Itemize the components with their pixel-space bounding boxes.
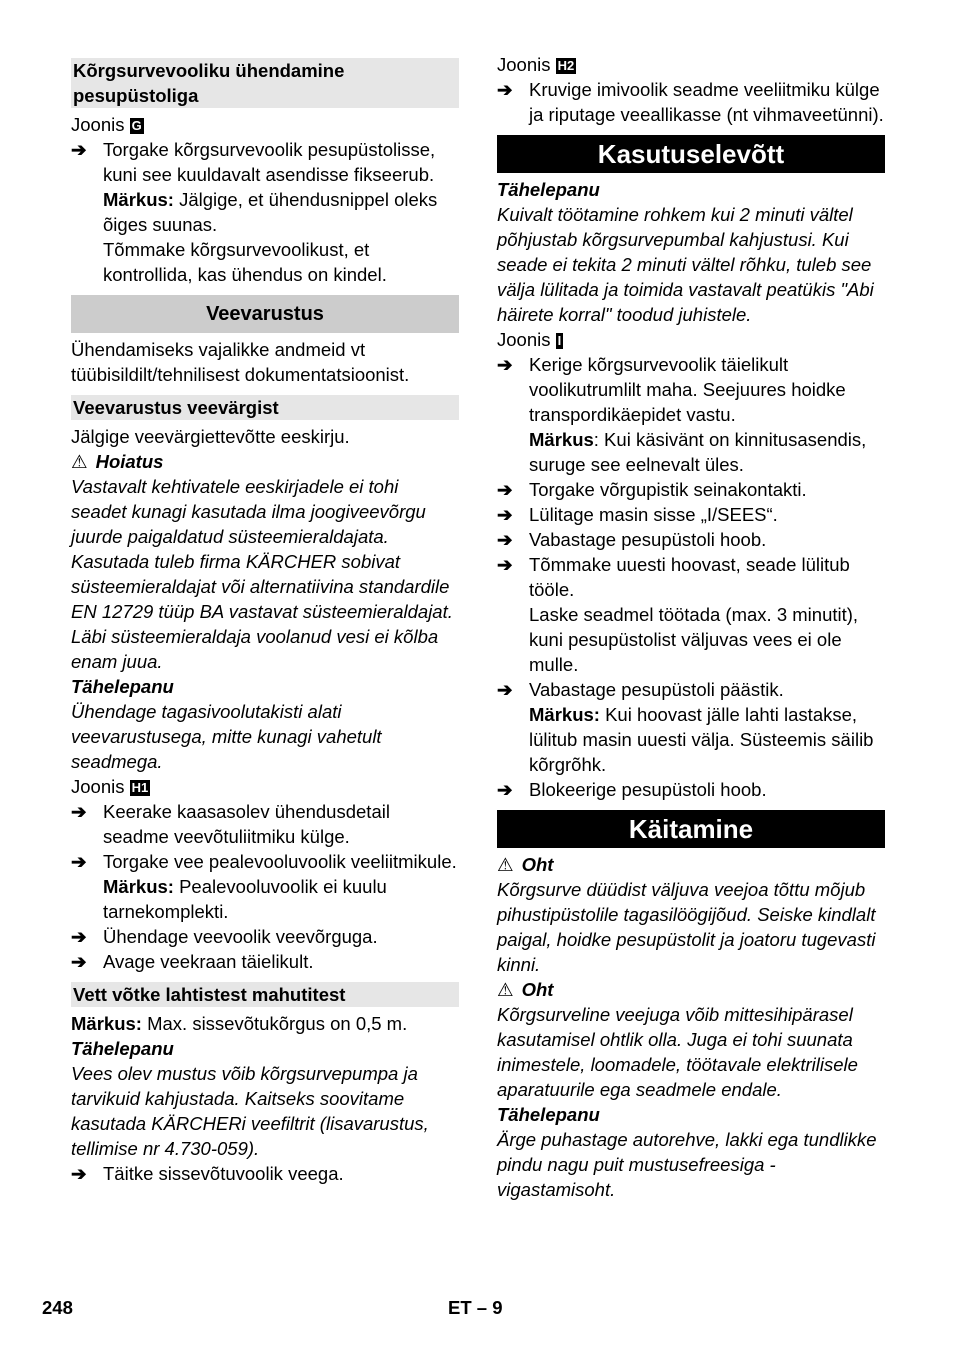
left-column [71, 52, 459, 1186]
caution-text: Ühendage tagasivoolutakisti alati veevarustusega, mitte kunagi vahetult seadmega. [71, 701, 382, 772]
section-title-open-containers: Vett võtke lahtistest mahutitest [71, 982, 459, 1007]
arrow-icon: ➔ [497, 529, 513, 550]
figure-reference: Joonis H2 [497, 54, 575, 75]
caution-text: Vees olev mustus võib kõrgsurvepumpa ja tarvikuid kahjustada. Kaitseks soovitame kasutada KÄRCHERi veefiltrit (lisavarustus, tellimise nr 4.730-059). [71, 1063, 429, 1159]
warning-text: Läbi süsteemieraldaja voolanud vesi ei kõlba enam juua. [71, 626, 439, 672]
instruction-step: ➔ Kruvige imivoolik seadme veeliitmiku külge ja riputage veeallikasse (nt vihmaveetünni). [497, 79, 884, 125]
arrow-icon: ➔ [71, 139, 87, 160]
arrow-icon: ➔ [497, 554, 513, 575]
right-column [497, 52, 885, 1202]
instruction-step: ➔ Tõmmake uuesti hoovast, seade lülitub tööle. [497, 554, 850, 600]
note: Märkus: Jälgige, et ühendusnippel oleks õiges suunas. [103, 189, 438, 235]
arrow-icon: ➔ [497, 354, 513, 375]
paragraph: Ühendamiseks vajalikke andmeid vt tüübisildilt/tehnilisest dokumentatsioonist. [71, 339, 410, 385]
arrow-icon: ➔ [71, 951, 87, 972]
instruction-step: ➔ Vabastage pesupüstoli hoob. [497, 529, 767, 550]
note: Märkus: Pealevooluvoolik ei kuulu tarnekomplekti. [103, 876, 387, 922]
warning-text: Vastavalt kehtivatele eeskirjadele ei tohi seadet kunagi kasutada ilma joogiveevõrgu juurde paigaldatud süsteemieraldajata. Kasutada tuleb firma KÄRCHER sobivat süsteemieraldajat või alternatiivina standardile EN 12729 tüüp BA vastavat süsteemieraldajat. [71, 476, 453, 622]
figure-badge: G [131, 118, 142, 133]
instruction-step: ➔ Vabastage pesupüstoli päästik. [497, 679, 784, 700]
chapter-title-operation: Käitamine [497, 810, 885, 848]
section-title-hose-connection: Kõrgsurvevooliku ühendamine pesupüstoliga [71, 58, 459, 108]
warning-icon: ⚠ [497, 854, 514, 875]
page-number: 248 [42, 1297, 73, 1318]
section-title-water-supply: Veevarustus [71, 295, 459, 333]
figure-badge: I [557, 333, 562, 348]
arrow-icon: ➔ [71, 801, 87, 822]
section-title-mains-supply: Veevarustus veevärgist [71, 395, 459, 420]
instruction-step: ➔ Ühendage veevoolik veevõrguga. [71, 926, 378, 947]
figure-reference: Joonis H1 [71, 776, 149, 797]
arrow-icon: ➔ [497, 504, 513, 525]
instruction-step: ➔ Keerake kaasasolev ühendusdetail seadme veevõtuliitmiku külge. [71, 801, 390, 847]
instruction-step: ➔ Torgake võrgupistik seinakontakti. [497, 479, 807, 500]
chapter-title-commissioning: Kasutuselevõtt [497, 135, 885, 173]
arrow-icon: ➔ [71, 926, 87, 947]
arrow-icon: ➔ [497, 479, 513, 500]
warning-icon: ⚠ [497, 979, 514, 1000]
note: Märkus: Kui käsivänt on kinnitusasendis, suruge see eelnevalt üles. [529, 429, 867, 475]
warning-icon: ⚠ [71, 451, 88, 472]
arrow-icon: ➔ [71, 1163, 87, 1184]
danger-heading: ⚠ Oht [497, 979, 554, 1000]
arrow-icon: ➔ [497, 779, 513, 800]
figure-reference: Joonis G [71, 114, 142, 135]
instruction-text: Tõmmake kõrgsurvevoolikust, et kontrollida, kas ühendus on kindel. [103, 239, 387, 285]
instruction-step: ➔ Blokeerige pesupüstoli hoob. [497, 779, 767, 800]
instruction-step: ➔ Torgake vee pealevooluvoolik veeliitmikule. [71, 851, 457, 872]
instruction-step: ➔ Lülitage masin sisse „I/SEES“. [497, 504, 778, 525]
instruction-step: ➔ Kerige kõrgsurvevoolik täielikult voolikutrumlilt maha. Seejuures hoidke transpordikäepidet vastu. [497, 354, 846, 425]
instruction-step: ➔ Täitke sissevõtuvoolik veega. [71, 1163, 344, 1184]
caution-text: Ärge puhastage autorehve, lakki ega tundlikke pindu nagu puit mustusefreesiga - vigastamisoht. [497, 1129, 877, 1200]
danger-text: Kõrgsurveline veejuga võib mittesihipärasel kasutamisel ohtlik olla. Juga ei tohi suunata inimestele, loomadele, töötavale elektrilisele aparatuurile ega seadmele endale. [497, 1004, 858, 1100]
danger-text: Kõrgsurve düüdist väljuva veejoa tõttu mõjub pihustipüstolile tagasilöögijõud. Seiske kindlalt paigal, hoidke pesupüstolit ja joatoru tugevasti kinni. [497, 879, 876, 975]
section-marker: ET – 9 [448, 1297, 503, 1318]
instruction-text: Laske seadmel töötada (max. 3 minutit), kuni pesupüstolist väljuvas vees ei ole mulle. [529, 604, 859, 675]
arrow-icon: ➔ [71, 851, 87, 872]
arrow-icon: ➔ [497, 79, 513, 100]
caution-heading: Tähelepanu [497, 179, 600, 200]
figure-badge: H2 [557, 58, 575, 73]
caution-text: Kuivalt töötamine rohkem kui 2 minuti vältel põhjustab kõrgsurvepumbal kahjustusi. Kui seade ei tekita 2 minuti vältel rõhku, tuleb see välja lülitada ja toimida vastavalt peatükis "Abi häirete korral" toodud juhistele. [497, 204, 874, 325]
figure-badge: H1 [131, 780, 149, 795]
caution-heading: Tähelepanu [497, 1104, 600, 1125]
figure-reference: Joonis I [497, 329, 562, 350]
arrow-icon: ➔ [497, 679, 513, 700]
danger-heading: ⚠ Oht [497, 854, 554, 875]
note: Märkus: Kui hoovast jälle lahti lastakse, lülitub masin uuesti välja. Süsteemis säilib kõrgrõhk. [529, 704, 874, 775]
caution-heading: Tähelepanu [71, 1038, 174, 1059]
warning-heading: ⚠ Hoiatus [71, 451, 164, 472]
paragraph: Jälgige veevärgiettevõtte eeskirju. [71, 426, 350, 447]
instruction-step: ➔ Avage veekraan täielikult. [71, 951, 314, 972]
caution-heading: Tähelepanu [71, 676, 174, 697]
instruction-step: ➔ Torgake kõrgsurvevoolik pesupüstolisse, kuni see kuuldavalt asendisse fikseerub. [71, 139, 436, 185]
note: Märkus: Max. sissevõtukõrgus on 0,5 m. [71, 1013, 408, 1034]
